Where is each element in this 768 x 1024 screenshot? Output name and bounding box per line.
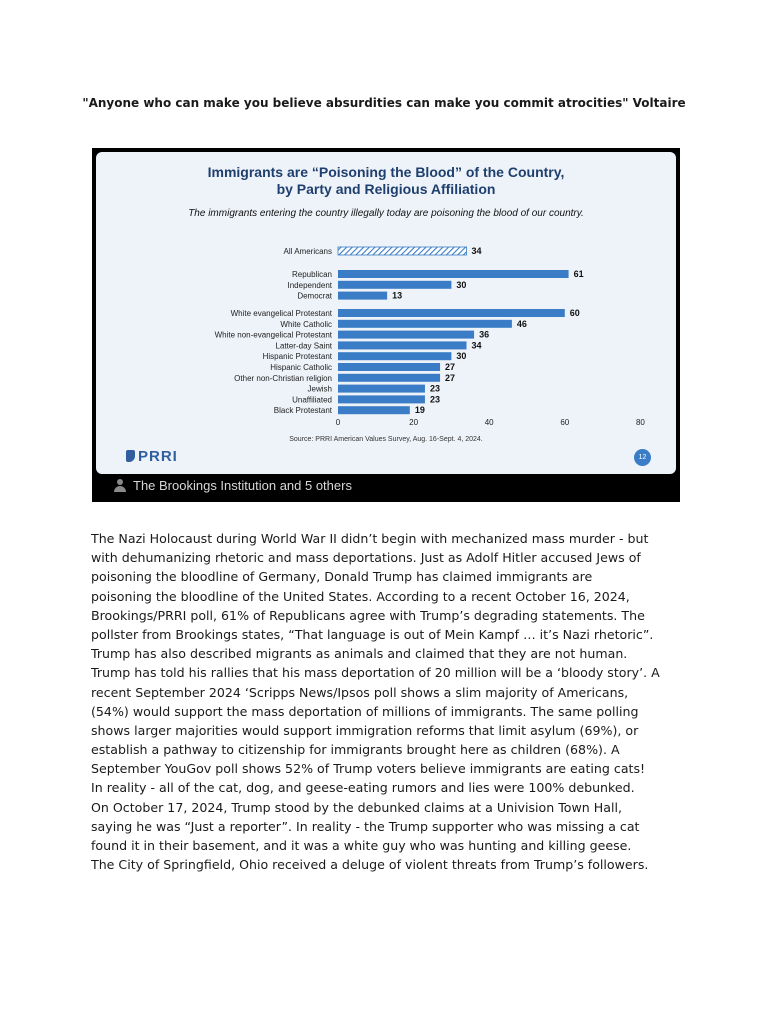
bar <box>338 385 425 393</box>
prri-logo-text: PRRI <box>138 448 178 465</box>
article-body <box>91 529 687 874</box>
bar <box>338 309 565 317</box>
article-line: saying he was “Just a reporter”. In reality - the Trump supporter who was missing a cat <box>91 818 640 834</box>
x-tick-label: 0 <box>335 418 341 427</box>
chart-source-note: Source: PRRI American Values Survey, Aug. 16-Sept. 4, 2024. <box>289 436 483 443</box>
category-label: Black Protestant <box>273 406 332 416</box>
bar-value-label: 19 <box>414 405 425 416</box>
category-label: Independent <box>287 280 332 290</box>
bar-chart <box>96 152 676 474</box>
bar <box>338 292 387 300</box>
bar-value-label: 36 <box>479 329 490 340</box>
bar-value-label: 27 <box>445 372 456 383</box>
article-line: shows larger majorities would support immigration reforms that limit asylum (69%), or <box>91 722 639 738</box>
bar <box>338 247 467 255</box>
article-line: Brookings/PRRI poll, 61% of Republicans agree with Trump’s degrading statements. The <box>91 607 645 623</box>
category-label: White non-evangelical Protestant <box>214 330 332 340</box>
article-line: establish a pathway to citizenship for immigrants brought here as children (68%). A <box>91 742 620 758</box>
person-icon <box>114 479 126 492</box>
bar-value-label: 61 <box>573 269 584 279</box>
article-line: recent September 2024 ‘Scripps News/Ipsos poll shows a slim majority of Americans, <box>91 684 629 700</box>
category-label: Hispanic Protestant <box>262 352 332 362</box>
bar-value-label: 46 <box>516 318 527 329</box>
bar <box>338 331 474 339</box>
article-line: poisoning the bloodline of the United States. According to a recent October 16, 2024, <box>91 588 630 604</box>
bar-value-label: 23 <box>429 394 440 405</box>
category-label: White evangelical Protestant <box>230 309 332 318</box>
category-label: Hispanic Catholic <box>270 363 332 372</box>
bar-value-label: 60 <box>569 308 580 318</box>
bar-value-label: 27 <box>445 362 456 372</box>
prri-logo-icon <box>126 450 135 462</box>
bar <box>338 352 451 360</box>
x-tick-label: 20 <box>409 418 419 427</box>
bar <box>338 374 440 382</box>
x-tick-label: 60 <box>560 418 570 427</box>
bar <box>338 281 451 289</box>
bar-value-label: 30 <box>456 351 467 362</box>
bar <box>338 363 440 371</box>
article-line: Trump has also described migrants as animals and claimed that they are not human. <box>91 646 628 662</box>
bar <box>338 341 467 349</box>
article-line: pollster from Brookings states, “That language is out of Mein Kampf … it’s Nazi rhetoric”. <box>91 626 654 642</box>
bar-value-label: 30 <box>456 279 467 290</box>
bar <box>338 320 512 328</box>
bar-value-label: 23 <box>429 383 440 394</box>
category-label: Other non-Christian religion <box>234 373 332 383</box>
category-label: Unaffiliated <box>292 395 332 405</box>
article-line: (54%) would support the mass deportation of millions of immigrants. The same polling <box>91 703 639 719</box>
x-tick-label: 40 <box>484 418 494 427</box>
image-credit-text: The Brookings Institution and 5 others <box>133 478 352 493</box>
article-line: Trump has told his rallies that his mass deportation of 20 million will be a ‘bloody story’. A <box>91 665 660 681</box>
category-label: All Americans <box>283 247 332 256</box>
article-line: The City of Springfield, Ohio received a deluge of violent threats from Trump’s followers. <box>91 857 649 873</box>
category-label: Democrat <box>297 291 332 301</box>
article-line: September YouGov poll shows 52% of Trump voters believe immigrants are eating cats! <box>91 761 646 777</box>
article-line: In reality - all of the cat, dog, and geese-eating rumors and lies were 100% debunked. <box>91 780 635 796</box>
article-line: poisoning the bloodline of Germany, Donald Trump has claimed immigrants are <box>91 569 593 585</box>
bar <box>338 395 425 403</box>
bar <box>338 270 569 278</box>
x-tick-label: 80 <box>635 418 645 427</box>
chart-title-line-2: by Party and Religious Affiliation <box>276 181 496 197</box>
image-credit <box>114 478 352 493</box>
article-line: On October 17, 2024, Trump stood by the debunked claims at a Univision Town Hall, <box>91 799 622 815</box>
bar-value-label: 34 <box>471 246 482 256</box>
prri-logo <box>126 448 178 465</box>
bar-value-label: 34 <box>471 340 482 351</box>
slide-page-number: 12 <box>634 449 651 466</box>
bar <box>338 406 410 414</box>
category-label: Jewish <box>307 384 332 394</box>
article-line: found it in their basement, and it was a white guy who was hunting and killing geese. <box>91 838 632 853</box>
category-label: White Catholic <box>280 319 332 329</box>
bar-value-label: 13 <box>392 290 403 301</box>
category-label: Latter-day Saint <box>275 341 332 351</box>
epigraph-quote: "Anyone who can make you believe absurdities can make you commit atrocities" Voltaire <box>82 96 686 110</box>
chart-title-line-1: Immigrants are “Poisoning the Blood” of the Country, <box>207 164 565 180</box>
article-line: with dehumanizing rhetoric and mass deportations. Just as Adolf Hitler accused Jews of <box>91 550 641 566</box>
category-label: Republican <box>291 270 332 279</box>
chart-slide <box>96 152 676 474</box>
embedded-slide-image <box>92 148 680 502</box>
article-line: The Nazi Holocaust during World War II didn’t begin with mechanized mass murder - but <box>91 531 649 546</box>
chart-subtitle: The immigrants entering the country illegally today are poisoning the blood of our country. <box>188 208 584 219</box>
